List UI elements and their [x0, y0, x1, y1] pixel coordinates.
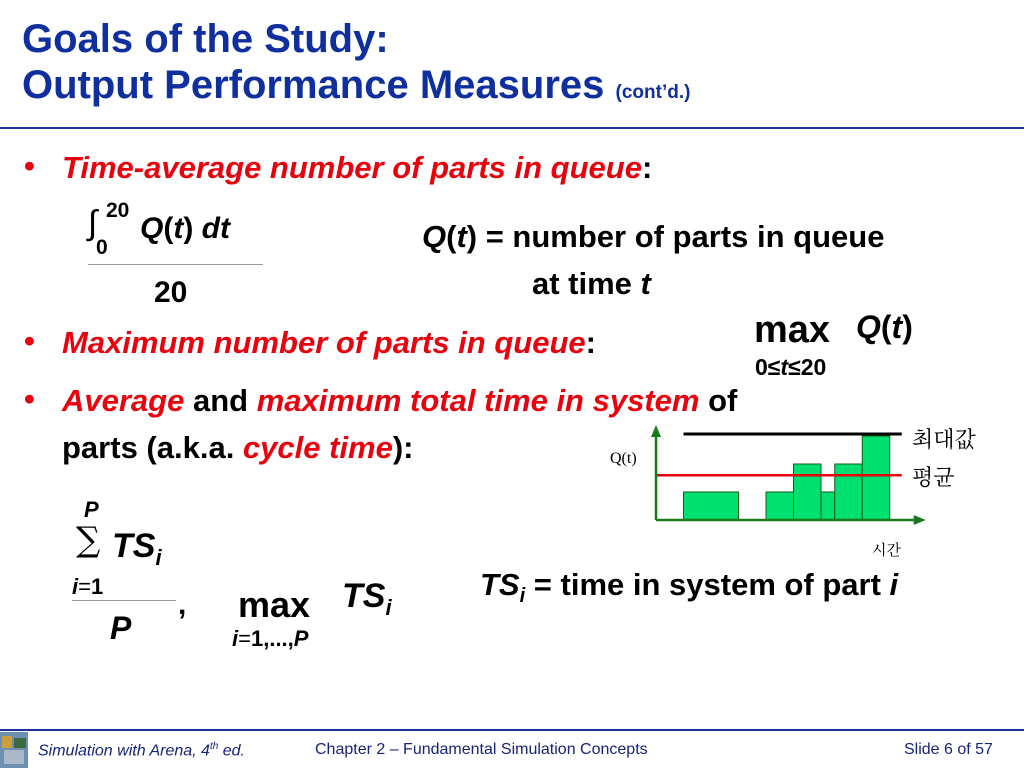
max-ts-subscript	[232, 626, 308, 652]
q-def-Q: Q	[422, 219, 447, 254]
sum-lower-i: i	[72, 574, 79, 599]
chart-y-arrow-icon	[651, 425, 661, 437]
chart-step-6	[862, 436, 890, 520]
sum-denominator: P	[110, 610, 132, 646]
chart-step-1	[684, 492, 739, 520]
chart-step-5	[835, 464, 863, 520]
footer-book-sup: th	[209, 741, 219, 752]
q-def-line2: at time	[532, 266, 641, 301]
chart-step-4	[821, 492, 835, 520]
sum-fraction-bar	[72, 600, 176, 601]
max-q-sub-0: 0	[755, 354, 768, 380]
queue-length-chart	[590, 415, 1024, 565]
footer-divider	[0, 729, 1024, 731]
q-def-text: ) = number of parts in queue	[466, 219, 885, 254]
max-q-word: max	[754, 309, 831, 351]
integral-body: Q(t) dt	[140, 212, 230, 245]
sum-lower	[72, 574, 103, 600]
max-ts-sub-rest: 1,...,	[250, 626, 294, 651]
slide-title-line1: Goals of the Study:	[22, 17, 389, 61]
bullet-3-line2	[62, 430, 414, 466]
max-q-sub-le1: ≤	[767, 354, 781, 380]
chart-y-axis-label: Q(t)	[610, 450, 637, 467]
max-ts-word: max	[238, 584, 311, 625]
max-q-subscript	[755, 354, 826, 381]
bullet-3-line1	[62, 383, 737, 419]
slide-title-suffix: (cont’d.)	[615, 82, 691, 103]
footer-book-tail: ed.	[218, 742, 245, 760]
integral-Q: Q	[140, 212, 164, 245]
ts-def-tail-i: i	[889, 567, 899, 602]
bullet-3-cycle-time: cycle time	[242, 430, 393, 465]
max-q-t: t	[891, 309, 903, 345]
footer-chapter: Chapter 2 – Fundamental Simulation Concepts	[315, 741, 648, 758]
max-ts-sub-i: i	[232, 626, 239, 651]
integral-denominator: 20	[154, 276, 188, 309]
chart-step-2	[766, 492, 794, 520]
sum-lower-1: 1	[90, 574, 104, 599]
footer-book	[38, 741, 245, 760]
integral-fraction-bar	[88, 264, 263, 265]
max-q-sub-20: 20	[800, 354, 827, 380]
sum-TS: TS	[112, 527, 156, 565]
integral-dt: dt	[201, 212, 230, 245]
bullet-3-max-time: maximum total time in system	[256, 383, 700, 418]
bullet-marker-3: •	[24, 381, 35, 416]
bullet-2-emph: Maximum number of parts in queue	[62, 325, 586, 360]
chart-legend-average: 평균	[912, 466, 955, 491]
max-ts-i: i	[385, 594, 392, 620]
max-ts-TS: TS	[342, 577, 386, 615]
max-q-Q: Q	[856, 309, 881, 345]
slide-title-main: Output Performance Measures	[22, 63, 605, 107]
max-ts-term	[342, 577, 392, 621]
formula-comma: ,	[178, 588, 187, 621]
chart-legend-max: 최대값	[912, 428, 976, 453]
bullet-3-average: Average	[62, 383, 185, 418]
bullet-3-and: and	[184, 383, 257, 418]
ts-definition	[480, 567, 898, 614]
q-def-t: t	[456, 219, 467, 254]
integral-t: t	[173, 212, 184, 245]
sum-TS-i: i	[155, 544, 162, 570]
q-definition-line2	[532, 266, 651, 302]
q-definition-line1: Q(t) = number of parts in queue	[422, 219, 885, 254]
footer-slide-number: Slide 6 of 57	[904, 741, 993, 758]
ts-def-TS: TS	[480, 567, 520, 602]
chart-x-axis-label: 시간	[872, 541, 901, 559]
max-ts-sub-P: P	[293, 626, 309, 651]
integral-lower: 0	[96, 236, 108, 259]
integral-sign: ∫	[88, 204, 98, 242]
max-q-function: Q(t)	[856, 309, 913, 345]
max-q-sub-t: t	[780, 354, 789, 380]
sum-lower-eq: =	[78, 574, 91, 599]
bullet-1-tail: :	[641, 150, 653, 185]
q-def-line2-t: t	[640, 266, 651, 301]
integral-upper: 20	[106, 199, 130, 222]
bullet-marker-2: •	[24, 323, 35, 358]
ts-def-text: = time in system of part	[525, 567, 890, 602]
max-ts-sub-eq: =	[238, 626, 251, 651]
bullet-1	[62, 150, 652, 186]
bullet-3-aka: parts (a.k.a.	[62, 430, 243, 465]
ts-def-i: i	[519, 585, 526, 608]
chart-x-arrow-icon	[914, 515, 926, 525]
max-q-sub-le2: ≤	[788, 354, 801, 380]
bullet-2	[62, 325, 596, 361]
footer-book-title: Simulation with Arena, 4	[38, 742, 210, 760]
bullet-1-emph: Time-average number of parts in queue	[62, 150, 642, 185]
bullet-marker-1: •	[24, 148, 35, 183]
bullet-3-of: of	[699, 383, 738, 418]
footer-logo-icon	[0, 732, 28, 768]
chart-step-3	[794, 464, 822, 520]
sum-upper-P: P	[84, 497, 99, 522]
slide-title-line2	[22, 62, 690, 116]
sum-term	[112, 527, 162, 571]
sum-sigma-icon: ∑	[76, 520, 101, 560]
title-divider	[0, 127, 1024, 129]
bullet-3-close: ):	[392, 430, 414, 465]
bullet-2-tail: :	[585, 325, 596, 360]
